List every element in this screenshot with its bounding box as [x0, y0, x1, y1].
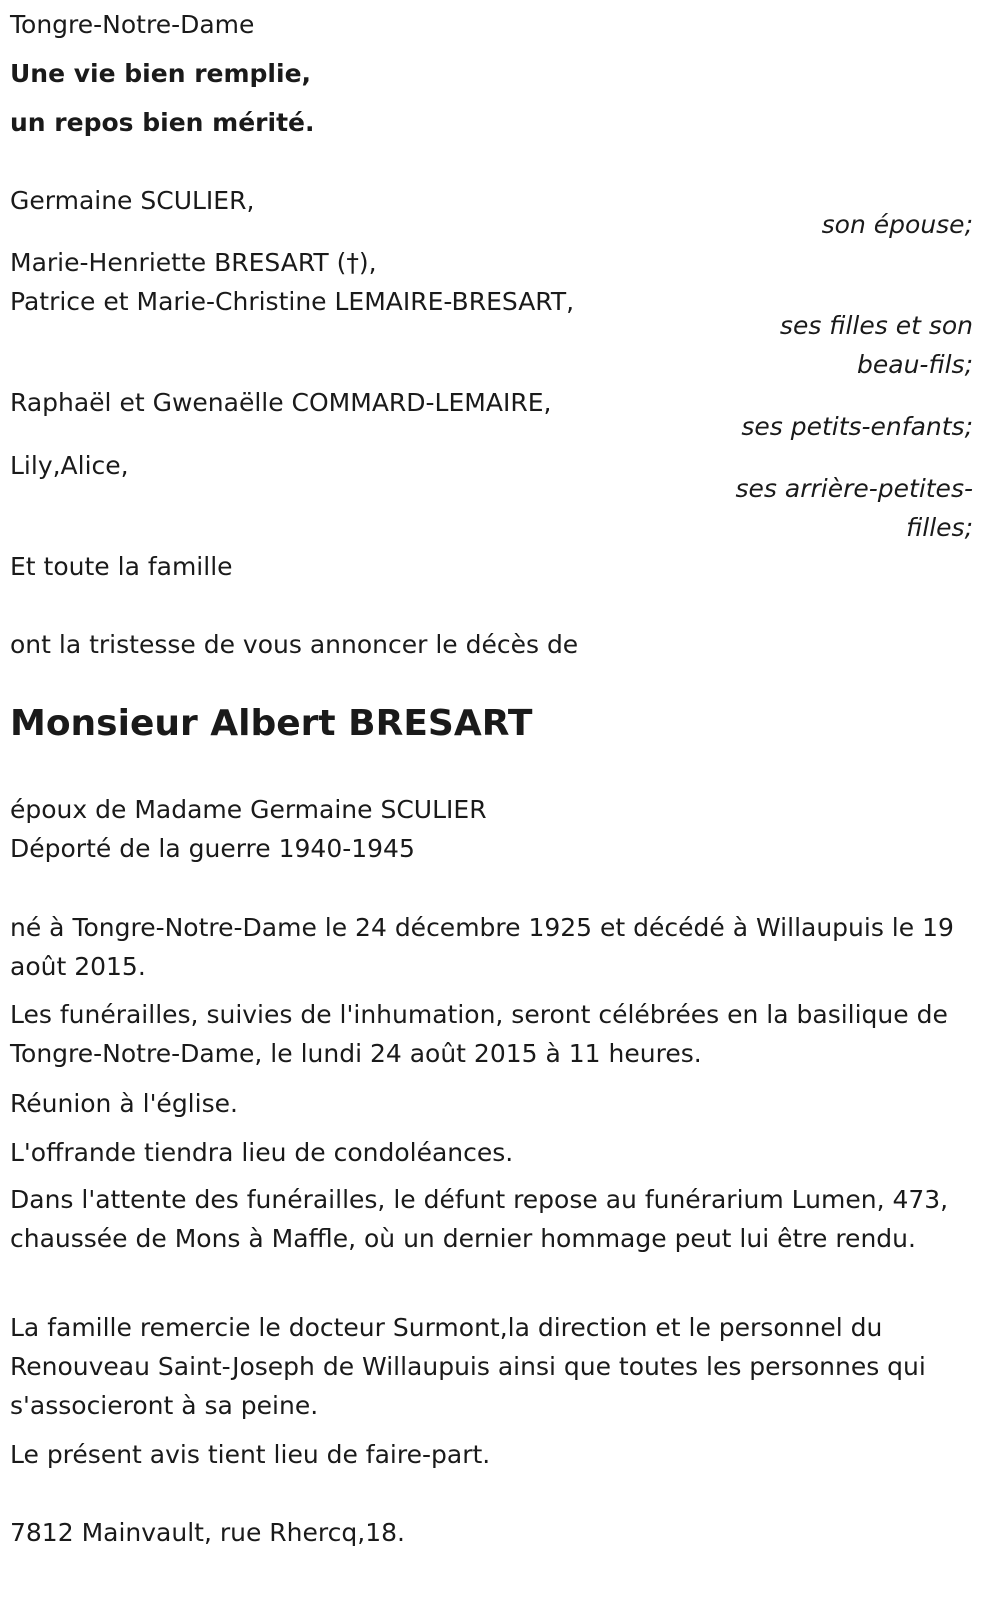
motto-line-1: Une vie bien remplie,	[10, 59, 312, 88]
thanks-paragraph: La famille remercie le docteur Surmont,la direction et le personnel du Renouveau Saint-Joseph de Willaupuis ainsi que toutes les personnes qui s'associeront à sa peine.	[10, 1313, 926, 1420]
deported-note: Déporté de la guerre 1940-1945	[10, 834, 415, 863]
grandchildren-name: Raphaël et Gwenaëlle COMMARD-LEMAIRE,	[10, 388, 552, 417]
deceased-name: Monsieur Albert BRESART	[10, 703, 533, 744]
great-grandchildren-relation-line-1: ses arrière-petites-	[735, 474, 973, 503]
notice-paragraph: Le présent avis tient lieu de faire-part.	[10, 1440, 491, 1469]
motto-line-2: un repos bien mérité.	[10, 108, 315, 137]
offering-paragraph: L'offrande tiendra lieu de condoléances.	[10, 1138, 514, 1167]
spouse-of: époux de Madame Germaine SCULIER	[10, 795, 487, 824]
spouse-relation: son épouse;	[821, 210, 973, 239]
spouse-name: Germaine SCULIER,	[10, 186, 255, 215]
birth-death-paragraph: né à Tongre-Notre-Dame le 24 décembre 1925 et décédé à Willaupuis le 19 août 2015.	[10, 913, 954, 981]
daughter-2-name: Patrice et Marie-Christine LEMAIRE-BRESART,	[10, 287, 575, 316]
grandchildren-relation: ses petits-enfants;	[741, 412, 973, 441]
daughters-relation-line-2: beau-fils;	[857, 350, 973, 379]
repose-paragraph: Dans l'attente des funérailles, le défunt repose au funérarium Lumen, 473, chaussée de Mons à Maffle, où un dernier hommage peut lui être rendu.	[10, 1185, 949, 1253]
funeral-paragraph: Les funérailles, suivies de l'inhumation, seront célébrées en la basilique de Tongre-Notre-Dame, le lundi 24 août 2015 à 11 heures.	[10, 1000, 948, 1068]
great-grandchildren-relation-line-2: filles;	[906, 513, 973, 542]
address: 7812 Mainvault, rue Rhercq,18.	[10, 1518, 405, 1547]
meeting-paragraph: Réunion à l'église.	[10, 1089, 238, 1118]
place-header: Tongre-Notre-Dame	[10, 10, 255, 39]
daughter-1-name: Marie-Henriette BRESART (†),	[10, 248, 377, 277]
daughters-relation-line-1: ses filles et son	[779, 311, 973, 340]
family-all: Et toute la famille	[10, 552, 233, 581]
announcement: ont la tristesse de vous annoncer le décès de	[10, 630, 579, 659]
great-grandchildren-name: Lily,Alice,	[10, 451, 129, 480]
